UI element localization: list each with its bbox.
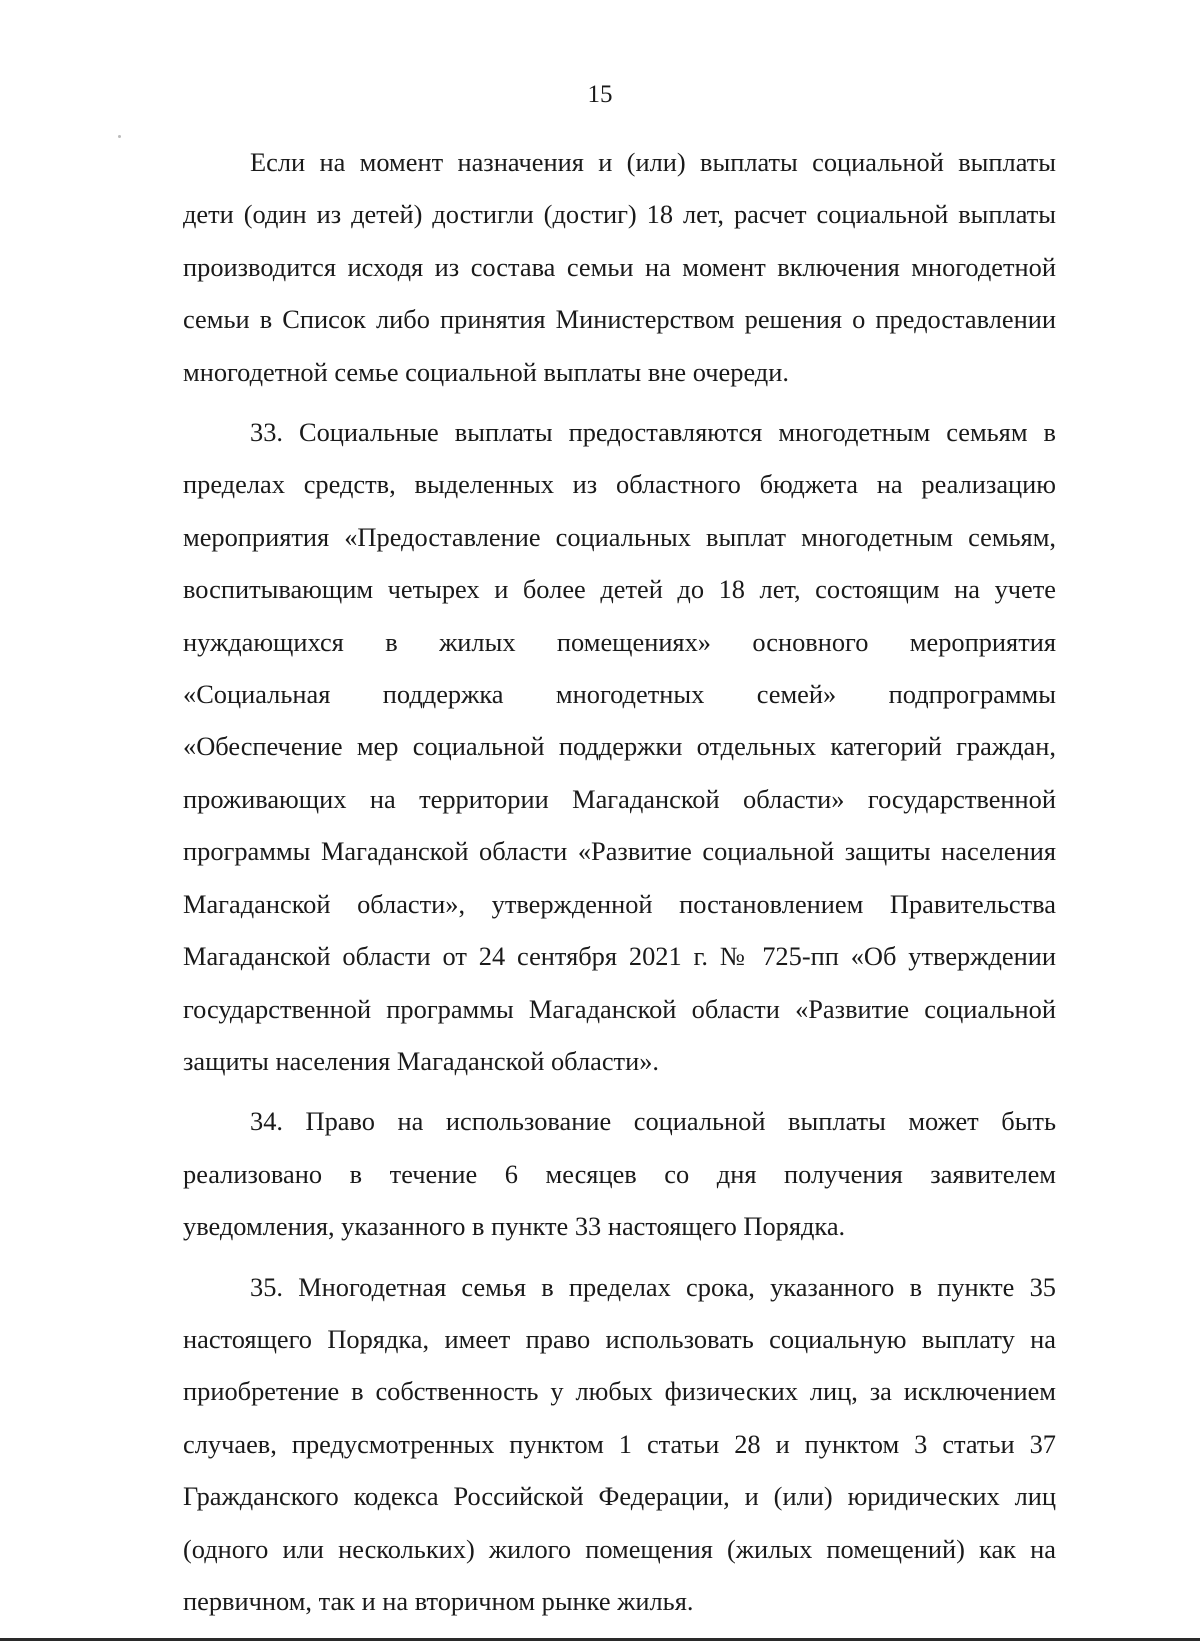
text-line: случаев, предусмотренных пунктом 1 статьи 28 и пунктом 3 статьи 37 bbox=[183, 1428, 1056, 1459]
paragraph-1 bbox=[183, 136, 1056, 398]
text-line: производится исходя из состава семьи на момент включения многодетной bbox=[183, 251, 1056, 282]
text-line: «Обеспечение мер социальной поддержки отдельных категорий граждан, bbox=[183, 731, 1056, 762]
bottom-border-line bbox=[0, 1638, 1200, 1641]
text-line: приобретение в собственность у любых физических лиц, за исключением bbox=[183, 1376, 1056, 1407]
text-line: семьи в Список либо принятия Министерством решения о предоставлении bbox=[183, 304, 1056, 335]
text-line: Магаданской области», утвержденной постановлением Правительства bbox=[183, 888, 1056, 919]
text-line: Гражданского кодекса Российской Федерации, и (или) юридических лиц bbox=[183, 1481, 1056, 1512]
text-line: (одного или нескольких) жилого помещения (жилых помещений) как на bbox=[183, 1533, 1056, 1564]
text-line: воспитывающим четырех и более детей до 18 лет, состоящим на учете bbox=[183, 574, 1056, 605]
paragraph-item-35 bbox=[183, 1261, 1056, 1628]
text-line: реализовано в течение 6 месяцев со дня получения заявителем bbox=[183, 1158, 1056, 1189]
text-line: первичном, так и на вторичном рынке жилья. bbox=[183, 1585, 694, 1616]
text-line: настоящего Порядка, имеет право использовать социальную выплату на bbox=[183, 1323, 1056, 1354]
text-line: 35. Многодетная семья в пределах срока, указанного в пункте 35 bbox=[250, 1271, 1056, 1302]
text-line: пределах средств, выделенных из областного бюджета на реализацию bbox=[183, 469, 1056, 500]
text-line: дети (один из детей) достигли (достиг) 18 лет, расчет социальной выплаты bbox=[183, 199, 1056, 230]
text-line: 33. Социальные выплаты предоставляются многодетным семьям в bbox=[250, 417, 1056, 448]
paragraph-item-33 bbox=[183, 406, 1056, 1087]
text-line: проживающих на территории Магаданской области» государственной bbox=[183, 783, 1056, 814]
text-line: защиты населения Магаданской области». bbox=[183, 1045, 659, 1076]
text-line: «Социальная поддержка многодетных семей» подпрограммы bbox=[183, 679, 1056, 710]
text-line: мероприятия «Предоставление социальных выплат многодетным семьям, bbox=[183, 521, 1056, 552]
text-line: программы Магаданской области «Развитие социальной защиты населения bbox=[183, 836, 1056, 867]
paragraph-item-34 bbox=[183, 1095, 1056, 1252]
page-number: 15 bbox=[587, 81, 613, 108]
text-line: 34. Право на использование социальной выплаты может быть bbox=[250, 1106, 1056, 1137]
text-line: Если на момент назначения и (или) выплаты социальной выплаты bbox=[250, 147, 1056, 177]
text-line: многодетной семье социальной выплаты вне очереди. bbox=[183, 356, 789, 387]
text-line: государственной программы Магаданской области «Развитие социальной bbox=[183, 993, 1056, 1024]
text-line: нуждающихся в жилых помещениях» основного мероприятия bbox=[183, 626, 1056, 657]
scan-artifact bbox=[118, 135, 121, 138]
document-body bbox=[183, 136, 1056, 1627]
text-line: уведомления, указанного в пункте 33 настоящего Порядка. bbox=[183, 1211, 846, 1242]
text-line: Магаданской области от 24 сентября 2021 г. № 725-пп «Об утверждении bbox=[183, 941, 1056, 972]
